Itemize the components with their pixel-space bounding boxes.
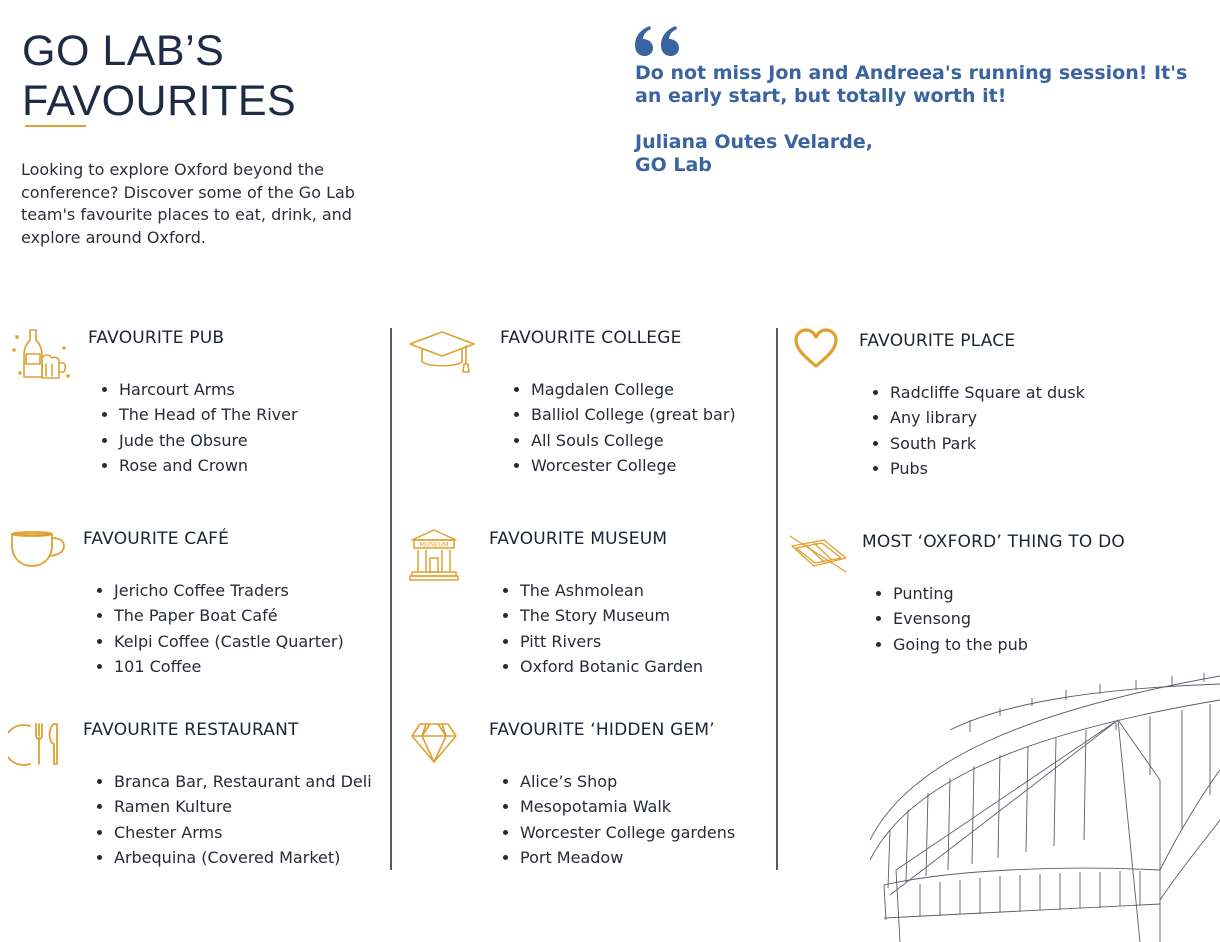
punt-boat-icon [786,532,850,574]
list-item: • Going to the pub [893,632,1028,657]
list-item: • 101 Coffee [114,654,344,679]
page-title [22,26,296,126]
quote-author-org: GO Lab [635,154,712,176]
category-list-oxford-thing [871,581,1028,657]
list-item: • Branca Bar, Restaurant and Deli [114,769,372,794]
list-item: • Harcourt Arms [119,377,298,402]
category-title-pub: FAVOURITE PUB [88,328,225,348]
category-list-hidden-gem [498,769,735,871]
category-title-cafe: FAVOURITE CAFÉ [83,529,230,549]
category-list-museum [498,578,703,680]
quote-text: Do not miss Jon and Andreea's running session! It's an early start, but totally worth it! [635,62,1188,107]
title-line-1: GO LAB’S [22,27,225,75]
list-item: • South Park [890,431,1085,456]
category-title-restaurant: FAVOURITE RESTAURANT [83,720,299,740]
list-item: • The Head of The River [119,402,298,427]
quote-author [635,131,873,177]
diamond-icon [410,720,458,766]
quote-mark-icon [634,26,684,56]
list-item: • Punting [893,581,1028,606]
list-item: • Mesopotamia Walk [520,794,735,819]
list-item: • Jericho Coffee Traders [114,578,344,603]
category-list-pub [97,377,298,479]
list-item: • Alice’s Shop [520,769,735,794]
category-list-restaurant [92,769,372,871]
title-underline [25,125,86,127]
cutlery-icon [8,720,66,768]
heart-icon [793,328,839,370]
list-item: • Jude the Obsure [119,428,298,453]
list-item: • Pubs [890,456,1085,481]
category-title-place: FAVOURITE PLACE [859,331,1016,351]
beer-icon [10,328,72,382]
list-item: • Kelpi Coffee (Castle Quarter) [114,629,344,654]
category-title-hidden-gem: FAVOURITE ‘HIDDEN GEM’ [489,720,715,740]
list-item: • Balliol College (great bar) [531,402,736,427]
category-title-college: FAVOURITE COLLEGE [500,328,682,348]
list-item: • Oxford Botanic Garden [520,654,703,679]
list-item: • Radcliffe Square at dusk [890,380,1085,405]
category-list-cafe [92,578,344,680]
category-list-place [868,380,1085,482]
list-item: • Chester Arms [114,820,372,845]
list-item: • The Story Museum [520,603,703,628]
intro-text: Looking to explore Oxford beyond the conference? Discover some of the Go Lab team's favourite places to eat, drink, and explore around Oxford. [21,160,355,247]
list-item: • All Souls College [531,428,736,453]
list-item: • Arbequina (Covered Market) [114,845,372,870]
museum-icon [408,528,460,582]
list-item: • The Ashmolean [520,578,703,603]
category-title-museum: FAVOURITE MUSEUM [489,529,668,549]
category-list-college [509,377,736,479]
building-illustration [860,670,1220,942]
list-item: • Ramen Kulture [114,794,372,819]
list-item: • Worcester College [531,453,736,478]
list-item: • Rose and Crown [119,453,298,478]
graduation-cap-icon [408,330,476,374]
column-divider-2 [776,328,778,870]
category-title-oxford-thing: MOST ‘OXFORD’ THING TO DO [862,532,1125,552]
coffee-cup-icon [8,528,68,572]
column-divider-1 [390,328,392,870]
list-item: • Any library [890,405,1085,430]
list-item: • Pitt Rivers [520,629,703,654]
quote-author-name: Juliana Outes Velarde, [635,131,873,153]
list-item: • The Paper Boat Café [114,603,344,628]
list-item: • Port Meadow [520,845,735,870]
museum-icon-label: MUSEUM [419,540,449,549]
list-item: • Worcester College gardens [520,820,735,845]
list-item: • Magdalen College [531,377,736,402]
title-line-2: FAVOURITES [22,77,297,125]
list-item: • Evensong [893,606,1028,631]
